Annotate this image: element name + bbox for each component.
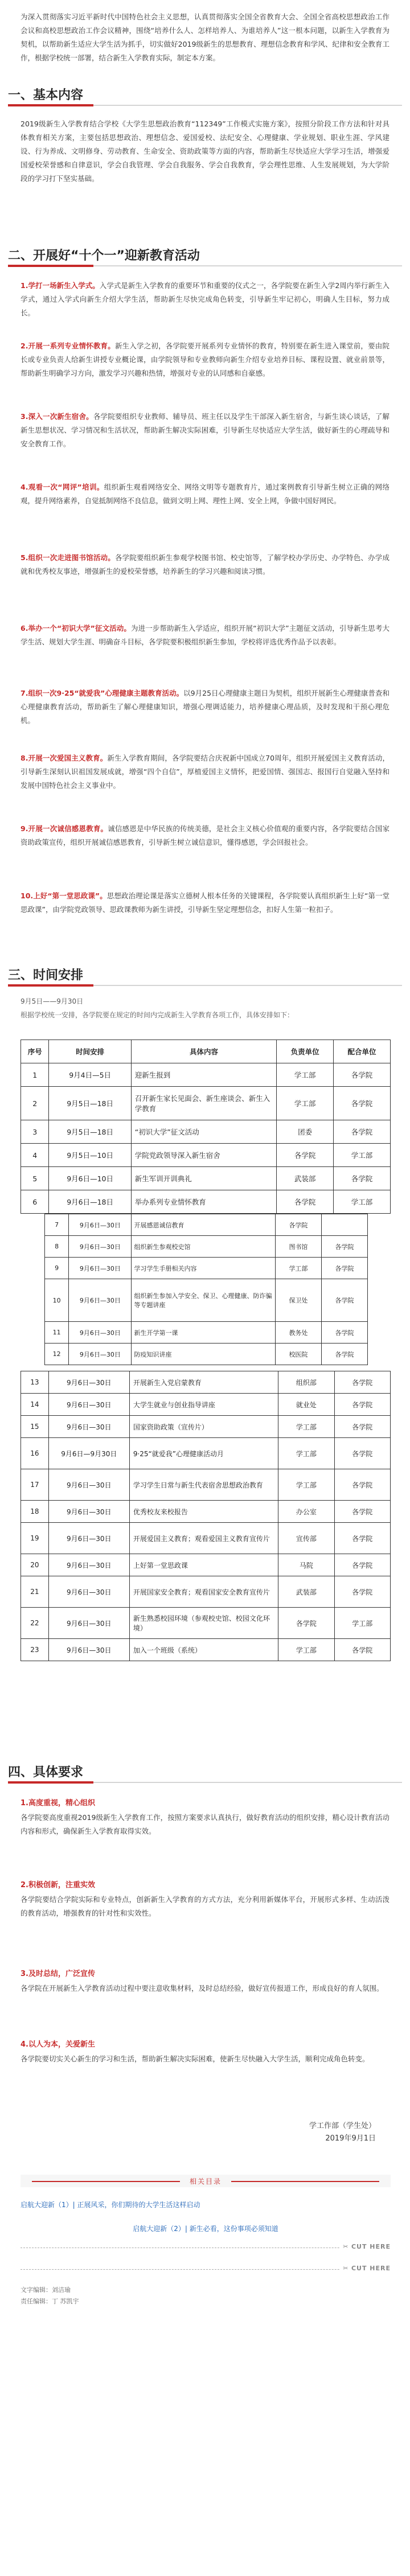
cell-partner: 学工部 <box>334 1144 391 1167</box>
cell-index: 6 <box>21 1190 49 1214</box>
cell-owner: 各学院 <box>278 1608 334 1639</box>
cell-index: 7 <box>45 1214 69 1236</box>
section-1-text: 2019级新生入学教育结合学校《大学生思想政治教育“112349”工作模式实施方案》，按照分阶段工作方法和针对具体教育相关方案，主要包括思想政治、理想信念、爱国爱校、法纪安全、心理健康、学业规划、职业生涯、学风建设、行为养成、文明修身、劳动教育、生命安全、资助政策等方面的内容，帮助新生尽快适应大学学习生活，增强爱国爱校荣誉感和自律意识，学会自我管理、学会自我服务、学会自我教育，学会理性思维、人生发展规划，为大学阶段的学习打下坚实基础。 <box>20 120 390 183</box>
cell-time: 9月6日—30日 <box>69 1279 132 1322</box>
credit-editor: 文字编辑：刘洁瑜 <box>20 2286 71 2294</box>
activity-item-8 <box>0 751 410 792</box>
header-content: 具体内容 <box>131 1040 276 1063</box>
table-row <box>21 1063 391 1087</box>
schedule-table-2 <box>44 1214 368 1365</box>
cell-content: 学习学生手册相关内容 <box>132 1258 275 1279</box>
cell-partner: 各学院 <box>334 1063 391 1087</box>
table-row <box>21 1087 391 1120</box>
related-banner <box>20 2175 391 2187</box>
activity-item-10-body: 思想政治理论课是落实立德树人根本任务的关键课程，各学院要认真组织新生上好“第一堂思政课”，由学院党政领导、思政课教师为新生讲授，引导新生坚定理想信念，扣好人生第一粒扣子。 <box>20 891 390 914</box>
section-2-title: 二、开展好“十个一”迎新教育活动 <box>8 249 200 263</box>
cell-partner: 各学院 <box>334 1639 390 1661</box>
cell-content: “初识大学”征文活动 <box>131 1120 276 1144</box>
cell-time: 9月6日—18日 <box>49 1190 131 1214</box>
section-3-divider <box>8 985 402 986</box>
related-link-2[interactable]: 启航大迎新（2）| 新生必看，这份事项必须知道 <box>133 2225 278 2233</box>
header-time: 时间安排 <box>49 1040 131 1063</box>
cell-partner: 各学院 <box>334 1469 390 1501</box>
activity-item-2-body: 新生入学之初，各学院要开展系列专业情怀的教育，特别要在新生进入课堂前，要由院长或专业负责人给新生讲授专业概论课，由学院领导和专业教师向新生介绍专业培养目标、课程设置、就业前景等，帮助新生明确学习方向，激发学习兴趣和热情，增强对专业的认同感和自豪感。 <box>20 342 390 377</box>
requirement-3 <box>0 1967 410 1995</box>
cell-partner: 各学院 <box>321 1344 367 1365</box>
cell-index: 22 <box>21 1608 49 1639</box>
cell-time: 9月6日—9月30日 <box>48 1438 129 1469</box>
cell-owner: 武装部 <box>278 1576 334 1608</box>
activity-item-6-head: 6.举办一个“初识大学”征文活动。 <box>20 624 131 632</box>
cell-content: 组织新生参观校史馆 <box>132 1236 275 1258</box>
schedule-table-1 <box>20 1040 391 1214</box>
cell-time: 9月6日—30日 <box>69 1236 132 1258</box>
cell-index: 1 <box>21 1063 49 1087</box>
cell-index: 5 <box>21 1167 49 1190</box>
cell-content: 加入一个班级（系统） <box>129 1639 278 1661</box>
section-4-divider <box>8 1782 402 1783</box>
cell-index: 4 <box>21 1144 49 1167</box>
cell-index: 23 <box>21 1639 49 1661</box>
requirement-1 <box>0 1797 410 1838</box>
cell-owner: 各学院 <box>277 1144 334 1167</box>
cut-line-1 <box>20 2243 391 2256</box>
cell-content: 新生熟悉校园环境（参观校史馆、校园文化环境） <box>129 1608 278 1639</box>
activity-item-5-head: 5.组织一次走进图书馆活动。 <box>20 553 115 562</box>
cell-time: 9月6日—30日 <box>69 1214 132 1236</box>
activity-item-9-head: 9.开展一次诚信感恩教育。 <box>20 824 108 833</box>
schedule-range: 9月5日——9月30日 <box>20 997 84 1005</box>
cell-owner: 就业处 <box>278 1394 334 1416</box>
cell-index: 8 <box>45 1236 69 1258</box>
cell-time: 9月6日—30日 <box>48 1639 129 1661</box>
activity-item-7-head: 7.组织一次9·25“就爱我”心理健康主题教育活动。 <box>20 689 184 697</box>
activity-item-8-head: 8.开展一次爱国主义教育。 <box>20 754 108 762</box>
cell-time: 9月4日—5日 <box>49 1063 131 1087</box>
activity-item-7-body: 以9月25日心理健康主题日为契机，组织开展新生心理健康普查和心理健康教育活动，帮助新生了解心理健康知识，增强心理调适能力，培养健康心理品质，及时发现和干预心理危机。 <box>20 689 390 725</box>
cell-content: 举办系列专业情怀教育 <box>131 1190 276 1214</box>
cell-index: 9 <box>45 1258 69 1279</box>
section-1-title: 一、基本内容 <box>8 88 84 102</box>
table-row <box>21 1190 391 1214</box>
table-row <box>45 1279 368 1322</box>
cell-index: 11 <box>45 1322 69 1344</box>
cell-partner: 各学院 <box>334 1371 390 1394</box>
activity-item-9 <box>0 822 410 849</box>
header-owner: 负责单位 <box>277 1040 334 1063</box>
table-row <box>21 1639 391 1661</box>
related-link-1[interactable]: 启航大迎新（1）| 正展风采，你们期待的大学生活这样启动 <box>20 2201 200 2209</box>
credit-chief-editor: 责任编辑：丁 苏凯宇 <box>20 2298 79 2305</box>
cell-owner: 组织部 <box>278 1371 334 1394</box>
header-index: 序号 <box>21 1040 49 1063</box>
cell-owner: 各学院 <box>275 1214 321 1236</box>
requirement-4-head: 4.以人为本，关爱新生 <box>20 2040 95 2049</box>
cell-partner: 学工部 <box>334 1190 391 1214</box>
cell-time: 9月6日—30日 <box>48 1576 129 1608</box>
table-row <box>45 1258 368 1279</box>
cell-owner: 图书馆 <box>275 1236 321 1258</box>
cut-label-2: ✂ CUT HERE <box>339 2265 391 2272</box>
cell-owner: 学工部 <box>278 1416 334 1438</box>
cell-owner: 学工部 <box>278 1469 334 1501</box>
cell-time: 9月6日—30日 <box>69 1322 132 1344</box>
requirement-2-body: 各学院要结合学院实际和专业特点，创新新生入学教育的方式方法，充分利用新媒体平台，开展形式多样、生动活泼的教育活动，增强教育的针对性和实效性。 <box>20 1895 390 1917</box>
cell-time: 9月6日—10日 <box>49 1167 131 1190</box>
activity-item-2-head: 2.开展一系列专业情怀教育。 <box>20 342 115 350</box>
activity-item-9-body: 诚信感恩是中华民族的传统美德，是社会主义核心价值观的重要内容，各学院要结合国家资助政策宣传，组织开展诚信感恩教育，引导新生树立诚信意识，懂得感恩，学会回报社会。 <box>20 824 390 847</box>
cell-owner: 武装部 <box>277 1167 334 1190</box>
cell-time: 9月6日—30日 <box>48 1523 129 1554</box>
section-2-divider <box>8 265 402 266</box>
table-row <box>21 1608 391 1639</box>
activity-item-8-body: 新生入学教育期间，各学院要结合庆祝新中国成立70周年，组织开展爱国主义教育活动，引导新生深刻认识祖国发展成就，增强“四个自信”，厚植爱国主义情怀，把爱国情、强国志、报国行自觉融入坚持和发展中国特色社会主义事业中。 <box>20 754 390 790</box>
table-row <box>45 1322 368 1344</box>
cell-owner: 学工部 <box>278 1438 334 1469</box>
cell-index: 15 <box>21 1416 49 1438</box>
cell-content: 国家资助政策（宣传片） <box>129 1416 278 1438</box>
cell-partner: 各学院 <box>334 1438 390 1469</box>
table-row <box>21 1416 391 1438</box>
cell-owner: 各学院 <box>277 1190 334 1214</box>
activity-item-4-head: 4.观看一次“网评”培训。 <box>20 483 104 491</box>
cell-partner: 各学院 <box>334 1554 390 1576</box>
cell-partner: 各学院 <box>334 1120 391 1144</box>
cell-partner: 各学院 <box>321 1322 367 1344</box>
section-4-title: 四、具体要求 <box>8 1765 84 1780</box>
cell-content: 学习学生日常与新生代表宿舍思想政治教育 <box>129 1469 278 1501</box>
cell-owner: 马院 <box>278 1554 334 1576</box>
cell-content: 开展国家安全教育；观看国家安全教育宣传片 <box>129 1576 278 1608</box>
cell-index: 2 <box>21 1087 49 1120</box>
cell-index: 19 <box>21 1523 49 1554</box>
cell-index: 13 <box>21 1371 49 1394</box>
cell-owner: 学工部 <box>275 1258 321 1279</box>
cell-owner: 学工部 <box>277 1063 334 1087</box>
table-row <box>21 1501 391 1523</box>
table-row <box>21 1167 391 1190</box>
section-3-title: 三、时间安排 <box>8 968 84 983</box>
activity-item-7 <box>0 687 410 728</box>
requirement-1-body: 各学院要高度重视2019级新生入学教育工作，按照方案要求认真执行，做好教育活动的组织安排，精心设计教育活动内容和形式，确保新生入学教育取得实效。 <box>20 1813 390 1835</box>
table-header-row <box>21 1040 391 1063</box>
signature-block <box>309 2120 376 2145</box>
section-1-divider <box>8 105 402 106</box>
cell-partner: 各学院 <box>334 1523 390 1554</box>
cell-partner: 各学院 <box>334 1167 391 1190</box>
cell-index: 3 <box>21 1120 49 1144</box>
cell-index: 14 <box>21 1394 49 1416</box>
cell-partner: 各学院 <box>321 1236 367 1258</box>
table-row <box>21 1120 391 1144</box>
requirement-4-body: 各学院要切实关心新生的学习和生活，帮助新生解决实际困难，使新生尽快融入大学生活，顺利完成角色转变。 <box>20 2055 370 2063</box>
activity-item-4-body: 组织新生观看网络安全、网络文明等专题教育片，通过案例教育引导新生树立正确的网络观，提升网络素养，自觉抵制网络不良信息，做到文明上网、理性上网、安全上网，争做中国好网民。 <box>20 483 390 505</box>
header-partner: 配合单位 <box>334 1040 391 1063</box>
cell-content: 上好第一堂思政课 <box>129 1554 278 1576</box>
cell-owner: 宣传部 <box>278 1523 334 1554</box>
cell-time: 9月6日—30日 <box>48 1608 129 1639</box>
cut-line-2 <box>20 2265 391 2278</box>
cell-time: 9月6日—30日 <box>69 1344 132 1365</box>
cell-time: 9月6日—30日 <box>69 1258 132 1279</box>
requirement-2 <box>0 1879 410 1920</box>
cell-content: 防疫知识讲座 <box>132 1344 275 1365</box>
cell-partner: 各学院 <box>321 1279 367 1322</box>
cell-time: 9月5日—18日 <box>49 1087 131 1120</box>
table-row <box>21 1438 391 1469</box>
cell-index: 10 <box>45 1279 69 1322</box>
cell-time: 9月5日—10日 <box>49 1144 131 1167</box>
cell-owner: 学工部 <box>277 1087 334 1120</box>
cell-index: 12 <box>45 1344 69 1365</box>
cell-partner: 各学院 <box>334 1576 390 1608</box>
table-row <box>21 1144 391 1167</box>
schedule-table-3 <box>20 1371 391 1661</box>
requirement-1-head: 1.高度重视，精心组织 <box>20 1799 95 1807</box>
requirement-4 <box>0 2038 410 2066</box>
requirement-2-head: 2.积极创新，注重实效 <box>20 1881 95 1889</box>
activity-item-1 <box>0 279 410 320</box>
cell-partner: 各学院 <box>334 1416 390 1438</box>
cell-content: 优秀校友来校报告 <box>129 1501 278 1523</box>
cell-time: 9月6日—30日 <box>48 1394 129 1416</box>
activity-item-2 <box>0 339 410 380</box>
table-row <box>45 1344 368 1365</box>
activity-item-10-head: 10.上好“第一堂思政课”。 <box>20 891 107 900</box>
activity-item-3-body: 各学院要组织专业教师、辅导员、班主任以及学生干部深入新生宿舍，与新生谈心谈话，了解新生思想状况、学习情况和生活状况，帮助新生解决实际困难，引导新生尽快适应大学生活，做好新生的心理疏导和安全教育工作。 <box>20 412 390 448</box>
activity-item-3-head: 3.深入一次新生宿舍。 <box>20 412 93 421</box>
cell-content: 开展新生入党启蒙教育 <box>129 1371 278 1394</box>
table-row <box>21 1394 391 1416</box>
cell-index: 16 <box>21 1438 49 1469</box>
cell-owner: 团委 <box>277 1120 334 1144</box>
table-row <box>21 1554 391 1576</box>
banner-label: 相关目录 <box>189 2178 222 2185</box>
cell-content: 学院党政领导深入新生宿舍 <box>131 1144 276 1167</box>
signature-date: 2019年9月1日 <box>325 2134 376 2143</box>
cell-owner: 学工部 <box>278 1639 334 1661</box>
cell-partner <box>321 1214 367 1236</box>
cell-index: 20 <box>21 1554 49 1576</box>
cell-partner: 各学院 <box>334 1087 391 1120</box>
cut-label-1: ✂ CUT HERE <box>339 2243 391 2250</box>
cell-time: 9月6日—30日 <box>48 1416 129 1438</box>
cell-content: 迎新生报到 <box>131 1063 276 1087</box>
cell-content: 开展感恩诚信教育 <box>132 1214 275 1236</box>
cut-label-text-2: CUT HERE <box>351 2265 391 2272</box>
table-row <box>21 1576 391 1608</box>
table-row <box>45 1214 368 1236</box>
cell-partner: 学工部 <box>334 1608 390 1639</box>
cell-time: 9月6日—30日 <box>48 1371 129 1394</box>
requirement-3-head: 3.及时总结，广泛宣传 <box>20 1970 95 1978</box>
cell-content: 新生开学第一课 <box>132 1322 275 1344</box>
cell-time: 9月6日—30日 <box>48 1501 129 1523</box>
requirement-3-body: 各学院在开展新生入学教育活动过程中要注意收集材料，及时总结经验，做好宣传报道工作，形成良好的育人氛围。 <box>20 1984 384 1992</box>
activity-item-5-body: 各学院要组织新生参观学校图书馆、校史馆等，了解学校办学历史、办学特色、办学成就和优秀校友事迹，增强新生的爱校荣誉感，培养新生的学习兴趣和阅读习惯。 <box>20 553 390 576</box>
cell-content: 开展爱国主义教育；观看爱国主义教育宣传片 <box>129 1523 278 1554</box>
cell-content: 9·25“就爱我”心理健康活动月 <box>129 1438 278 1469</box>
cell-index: 18 <box>21 1501 49 1523</box>
cell-owner: 保卫处 <box>275 1279 321 1322</box>
activity-item-5 <box>0 551 410 578</box>
activity-item-1-body: 入学式是新生入学教育的重要环节和重要的仪式之一，各学院要在新生入学2周内举行新生入学式，通过入学式向新生介绍大学生活，帮助新生尽快完成角色转变，引导新生牢记初心，明确人生目标，努力成长。 <box>20 281 390 317</box>
cell-content: 新生军训开训典礼 <box>131 1167 276 1190</box>
cell-index: 17 <box>21 1469 49 1501</box>
cell-index: 21 <box>21 1576 49 1608</box>
activity-item-6 <box>0 622 410 649</box>
cell-partner: 各学院 <box>334 1501 390 1523</box>
cell-content: 组织新生参加入学安全、保卫、心理健康、防诈骗等专题讲座 <box>132 1279 275 1322</box>
cell-time: 9月6日—30日 <box>48 1469 129 1501</box>
cell-content: 召开新生家长见面会、新生座谈会、新生入学教育 <box>131 1087 276 1120</box>
cell-partner: 各学院 <box>334 1394 390 1416</box>
table-row <box>21 1371 391 1394</box>
cell-partner: 各学院 <box>321 1258 367 1279</box>
cell-owner: 校医院 <box>275 1344 321 1365</box>
cell-owner: 教务处 <box>275 1322 321 1344</box>
activity-item-6-body: 为进一步帮助新生入学适应，组织开展“初识大学”主题征文活动，引导新生思考大学生活、规划大学生涯、明确奋斗目标，各学院要积极组织新生参加，学校将评选优秀作品予以表彰。 <box>20 624 390 646</box>
table-row <box>45 1236 368 1258</box>
schedule-description: 根据学校统一安排，各学院要在规定的时间内完成新生入学教育各项工作，具体安排如下： <box>20 1011 294 1019</box>
activity-item-3 <box>0 410 410 451</box>
cut-label-text-1: CUT HERE <box>351 2243 391 2250</box>
table-row <box>21 1469 391 1501</box>
signature-org: 学工作部（学生处） <box>309 2122 376 2130</box>
activity-item-1-head: 1.学打一场新生入学式。 <box>20 281 100 290</box>
cell-time: 9月6日—30日 <box>48 1554 129 1576</box>
cell-content: 大学生就业与创业指导讲座 <box>129 1394 278 1416</box>
cell-time: 9月5日—18日 <box>49 1120 131 1144</box>
activity-item-4 <box>0 480 410 508</box>
intro-paragraph: 为深入贯彻落实习近平新时代中国特色社会主义思想，认真贯彻落实全国全省教育大会、全国全省高校思想政治工作会议和高校思想政治工作会议精神，围绕“培养什么人、怎样培养人、为谁培养人”这一根本问题，以新生入学教育为契机，以帮助新生适应大学生活为抓手，切实做好2019级新生的思想教育、理想信念教育和学风、纪律和安全教育工作，根据学校统一部署，结合新生入学教育实际，制定本方案。 <box>20 13 390 62</box>
activity-item-10 <box>0 889 410 917</box>
table-row <box>21 1523 391 1554</box>
cell-owner: 办公室 <box>278 1501 334 1523</box>
